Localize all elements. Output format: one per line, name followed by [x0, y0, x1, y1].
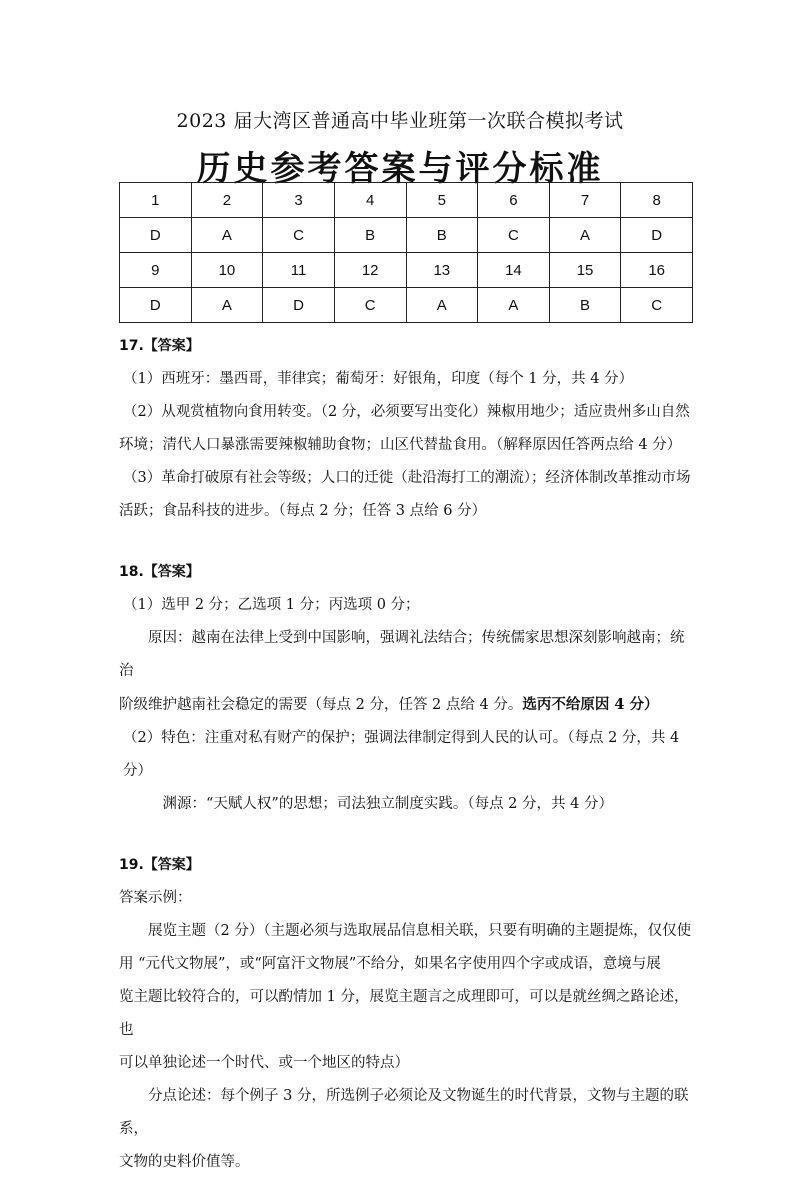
q19-theme-line4: 可以单独论述一个时代、或一个地区的特点） — [119, 1055, 409, 1071]
table-cell: D — [120, 218, 192, 253]
table-cell: C — [334, 288, 406, 323]
table-cell: C — [621, 288, 693, 323]
page-title: 历史参考答案与评分标准 — [196, 149, 604, 189]
table-cell: 5 — [406, 183, 478, 218]
table-cell: A — [191, 288, 263, 323]
table-cell: 1 — [120, 183, 192, 218]
q19-points-line2: 文物的史料价值等。 — [119, 1154, 250, 1170]
q19-theme-line2: 用 “元代文物展”，或“阿富汗文物展”不给分，如果名字使用四个字或成语，意境与展 — [119, 956, 661, 972]
table-cell: C — [263, 218, 335, 253]
table-cell: B — [334, 218, 406, 253]
table-cell: D — [120, 288, 192, 323]
table-cell: 7 — [549, 183, 621, 218]
q18-origin: 渊源：“天赋人权”的思想；司法独立制度实践。（每点 2 分，共 4 分） — [162, 796, 613, 812]
table-cell: A — [478, 288, 550, 323]
q17-part3-line2: 活跃；食品科技的进步。（每点 2 分；任答 3 点给 6 分） — [119, 503, 487, 519]
table-cell: 2 — [191, 183, 263, 218]
q18-part2: （2）特色：注重对私有财产的保护；强调法律制定得到人民的认可。（每点 2 分，共 4 分） — [123, 730, 680, 779]
table-cell: A — [191, 218, 263, 253]
question-17-heading: 17.【答案】 — [119, 338, 200, 354]
question-19-heading: 19.【答案】 — [119, 857, 200, 873]
table-cell: A — [549, 218, 621, 253]
q17-part2-line1: （2）从观赏植物向食用转变。（2 分，必须要写出变化）辣椒用地少；适应贵州多山自然 — [123, 404, 690, 420]
table-cell: 11 — [263, 253, 335, 288]
q18-reason-line2 — [119, 688, 693, 722]
answer-content — [119, 330, 693, 1179]
q19-points-line1: 分点论述：每个例子 3 分，所选例子必须论及文物诞生的时代背景，文物与主题的联系， — [119, 1088, 689, 1137]
q18-reason-line2-text: 阶级维护越南社会稳定的需要（每点 2 分，任答 2 点给 4 分。 — [119, 697, 523, 713]
q19-theme-line1: 展览主题（2 分）（主题必须与选取展品信息相关联，只要有明确的主题提炼，仅仅使 — [148, 923, 692, 939]
table-cell: 3 — [263, 183, 335, 218]
question-18-heading: 18.【答案】 — [119, 564, 200, 580]
table-cell: 8 — [621, 183, 693, 218]
answer-table — [119, 182, 693, 323]
table-cell: 10 — [191, 253, 263, 288]
table-cell: D — [263, 288, 335, 323]
table-cell: C — [478, 218, 550, 253]
q18-part1: （1）选甲 2 分；乙选项 1 分；丙选项 0 分； — [123, 597, 420, 613]
table-cell: 14 — [478, 253, 550, 288]
table-cell: 12 — [334, 253, 406, 288]
table-cell: B — [406, 218, 478, 253]
table-cell: B — [549, 288, 621, 323]
q19-theme-line3: 览主题比较符合的，可以酌情加 1 分，展览主题言之成理即可，可以是就丝绸之路论述，也 — [119, 989, 689, 1038]
q19-example-label: 答案示例： — [119, 890, 192, 906]
table-cell: 6 — [478, 183, 550, 218]
q17-part2-line2: 环境；清代人口暴涨需要辣椒辅助食物；山区代替盐食用。（解释原因任答两点给 4 分） — [119, 437, 682, 453]
table-row — [120, 183, 693, 218]
table-cell: 15 — [549, 253, 621, 288]
table-cell: 9 — [120, 253, 192, 288]
table-row — [120, 218, 693, 253]
table-cell: D — [621, 218, 693, 253]
exam-subtitle: 2023 届大湾区普通高中毕业班第一次联合模拟考试 — [176, 110, 624, 132]
table-row — [120, 253, 693, 288]
table-cell: 16 — [621, 253, 693, 288]
table-cell: A — [406, 288, 478, 323]
q17-part3-line1: （3）革命打破原有社会等级；人口的迁徙（赴沿海打工的潮流）；经济体制改革推动市场 — [123, 470, 691, 486]
q18-reason-line1: 原因：越南在法律上受到中国影响，强调礼法结合；传统儒家思想深刻影响越南；统治 — [119, 630, 685, 679]
table-cell: 4 — [334, 183, 406, 218]
table-cell: 13 — [406, 253, 478, 288]
table-row — [120, 288, 693, 323]
q18-reason-bold-note: 选丙不给原因 4 分） — [522, 696, 659, 713]
q17-part1: （1）西班牙：墨西哥，菲律宾；葡萄牙：好银角，印度（每个 1 分，共 4 分） — [123, 371, 634, 387]
